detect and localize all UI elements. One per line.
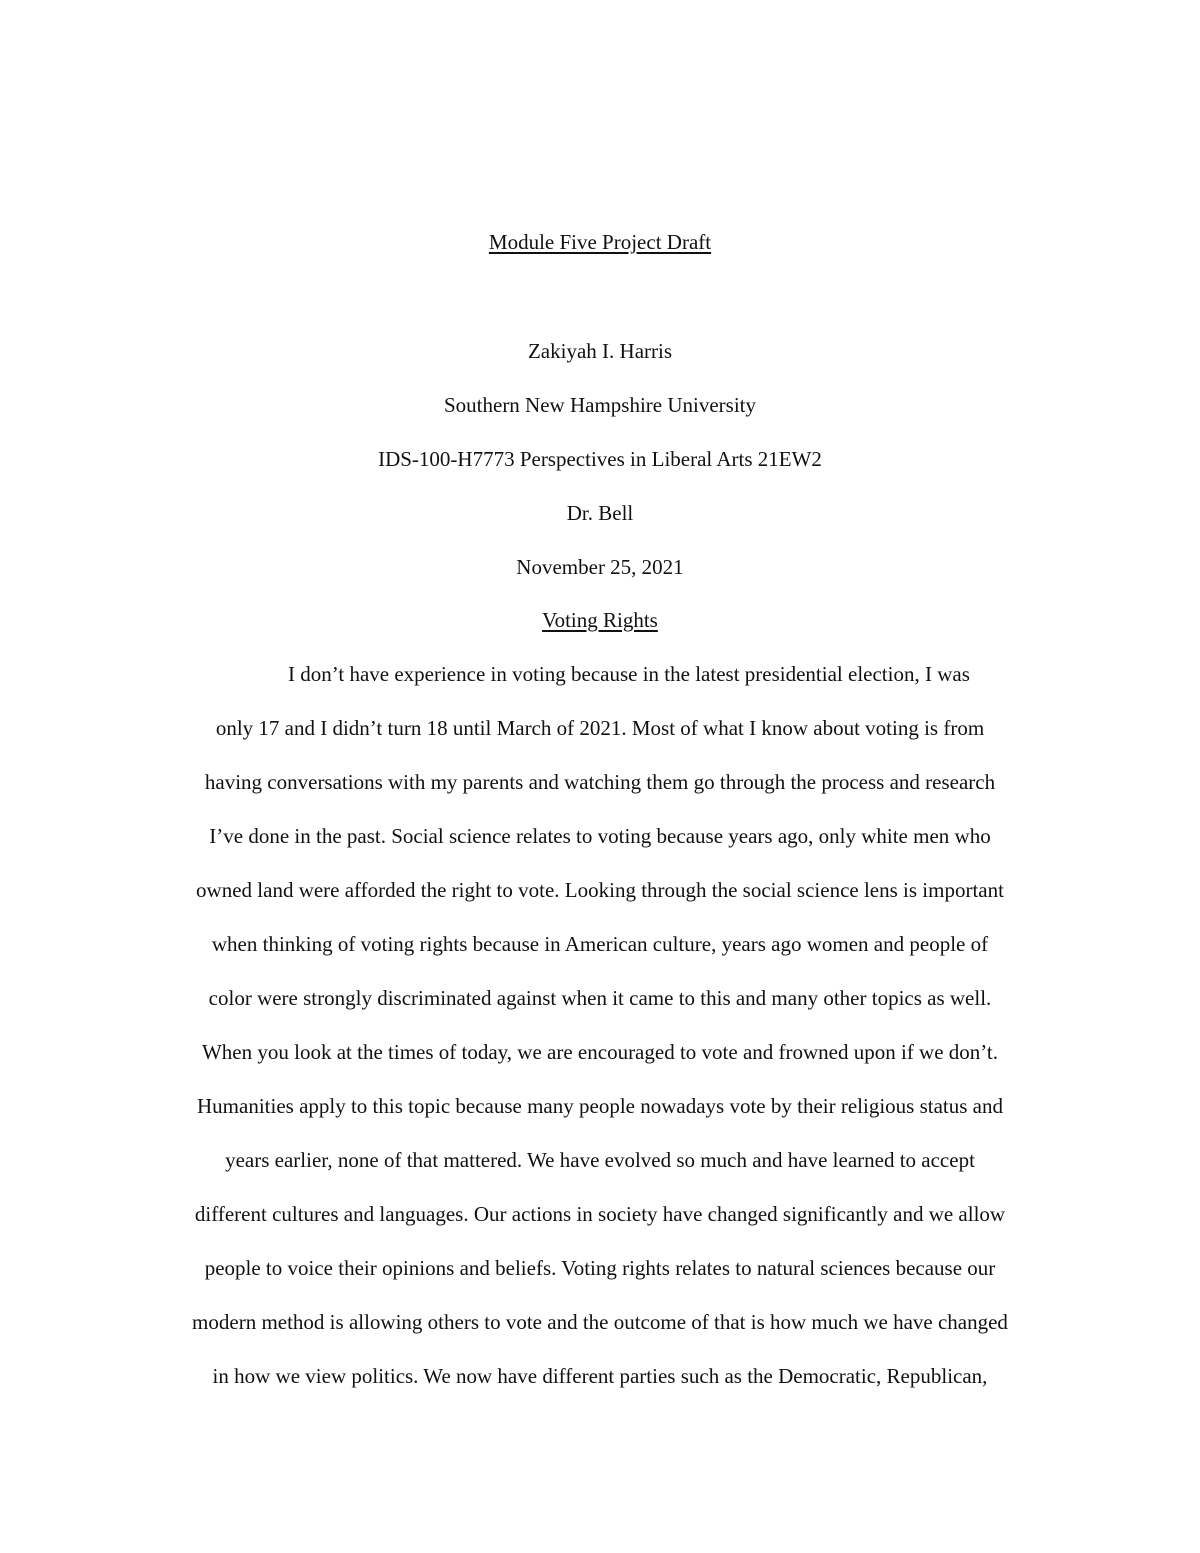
- paragraph-line: different cultures and languages. Our actions in society have changed significantly and we allow: [194, 1202, 1006, 1226]
- paragraph-line: only 17 and I didn’t turn 18 until March of 2021. Most of what I know about voting is from: [215, 716, 985, 740]
- paragraph-line: owned land were afforded the right to vote. Looking through the social science lens is important: [196, 878, 1004, 902]
- paper-date: November 25, 2021: [516, 555, 684, 579]
- institution-name: Southern New Hampshire University: [443, 393, 757, 417]
- author-name: Zakiyah I. Harris: [527, 339, 673, 363]
- paragraph-line: Humanities apply to this topic because many people nowadays vote by their religious status and: [197, 1094, 1003, 1118]
- paragraph-line: years earlier, none of that mattered. We have evolved so much and have learned to accept: [225, 1148, 975, 1172]
- paragraph-line: modern method is allowing others to vote and the outcome of that is how much we have changed: [192, 1310, 1008, 1334]
- paragraph-line: having conversations with my parents and watching them go through the process and research: [204, 770, 996, 794]
- paragraph-line: in how we view politics. We now have different parties such as the Democratic, Republican,: [212, 1364, 988, 1388]
- paragraph-line: When you look at the times of today, we are encouraged to vote and frowned upon if we don’t.: [201, 1040, 998, 1064]
- paragraph-line: people to voice their opinions and beliefs. Voting rights relates to natural sciences because our: [204, 1256, 996, 1280]
- course-name: IDS-100-H7773 Perspectives in Liberal Arts 21EW2: [378, 447, 822, 471]
- instructor-name: Dr. Bell: [566, 501, 634, 525]
- section-heading: Voting Rights: [542, 608, 658, 632]
- paper-title: Module Five Project Draft: [488, 230, 712, 254]
- paragraph-line: color were strongly discriminated against when it came to this and many other topics as well.: [208, 986, 992, 1010]
- paragraph-line: I don’t have experience in voting because in the latest presidential election, I was: [288, 662, 970, 686]
- paragraph-line: when thinking of voting rights because in American culture, years ago women and people of: [211, 932, 989, 956]
- paragraph-line: I’ve done in the past. Social science relates to voting because years ago, only white men who: [209, 824, 991, 848]
